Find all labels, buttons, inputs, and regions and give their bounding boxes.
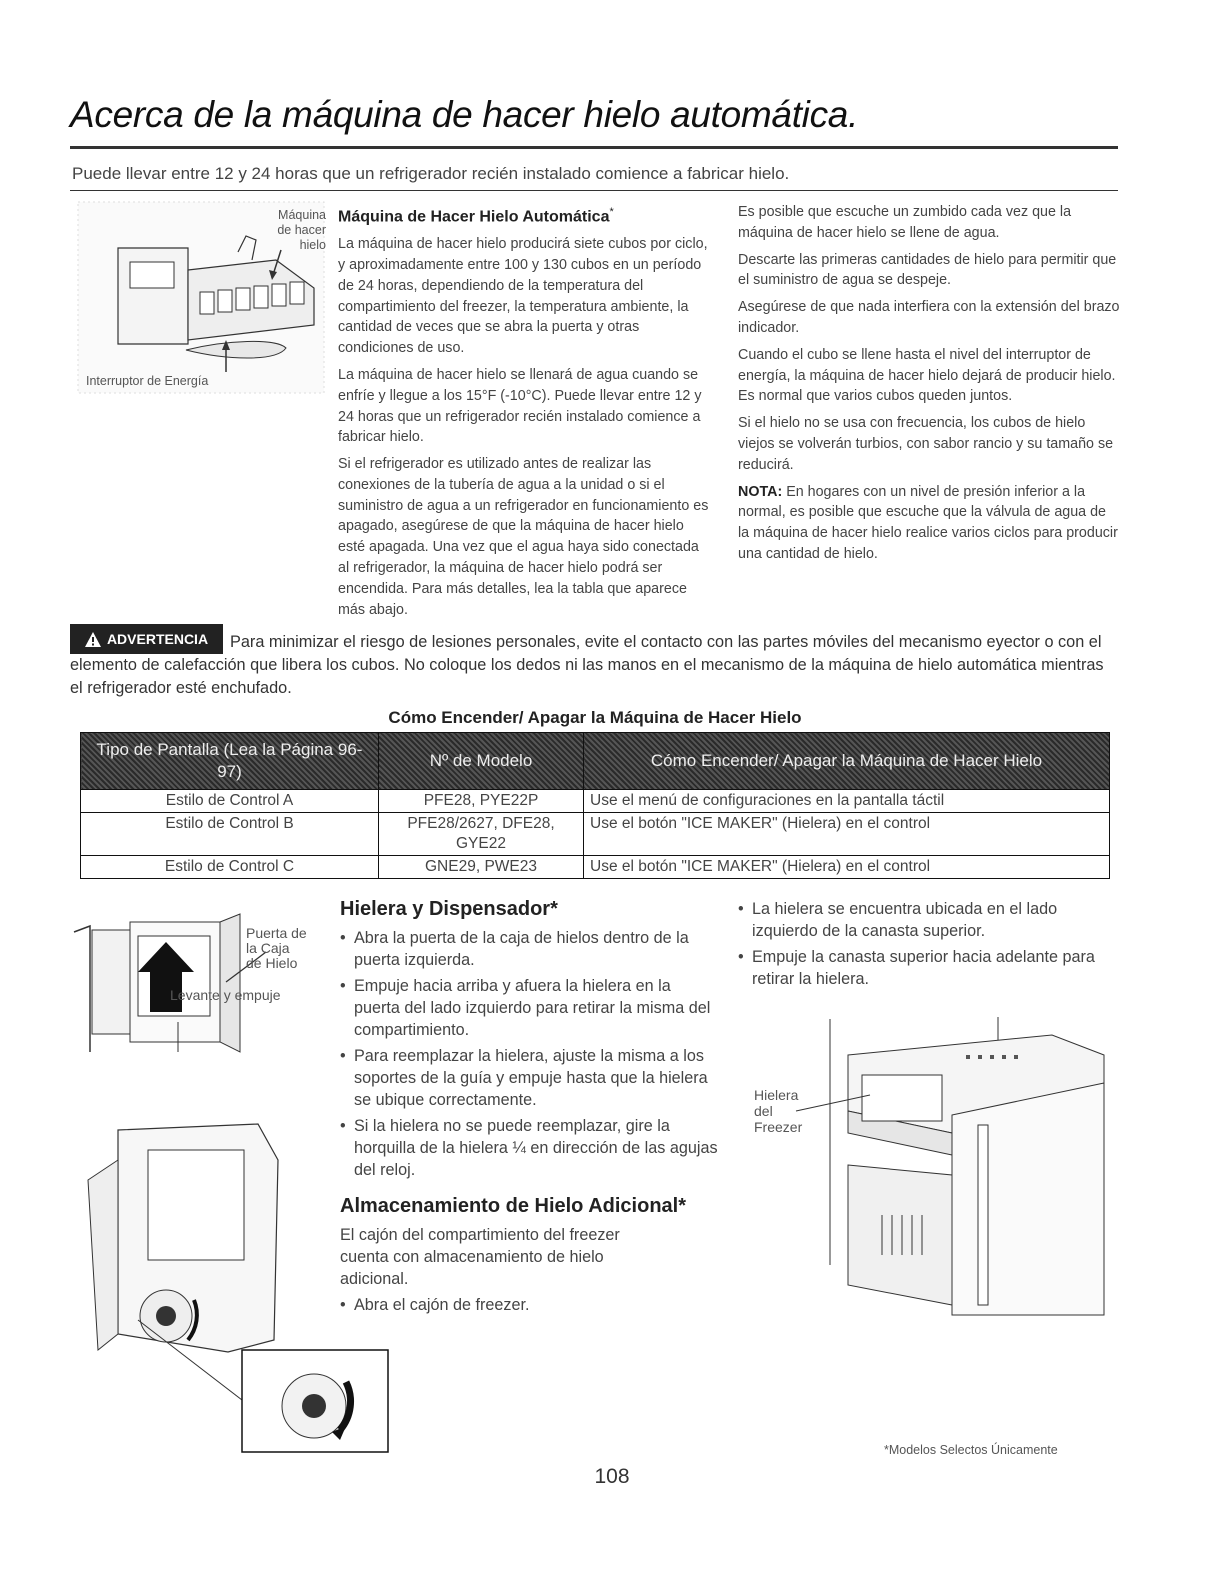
table-header: Tipo de Pantalla (Lea la Página 96-97) bbox=[81, 733, 379, 790]
freezer-drawer-figure bbox=[752, 1015, 1120, 1320]
paragraph: Si el hielo no se usa con frecuencia, los cubos de hielo viejos se volverán turbios, con sabor rancio y su tamaño se reducirá. bbox=[738, 415, 1114, 473]
table-header: Cómo Encender/ Apagar la Máquina de Hacer Hielo bbox=[584, 733, 1110, 790]
table-cell: Estilo de Control C bbox=[81, 856, 379, 879]
ice-maker-figure bbox=[76, 200, 326, 395]
paragraph: Descarte las primeras cantidades de hielo para permitir que el suministro de agua se despeje. bbox=[738, 251, 1117, 289]
ice-bin-section bbox=[340, 898, 720, 1320]
page-number: 108 bbox=[594, 1465, 630, 1488]
list-item: • Empuje la canasta superior hacia adelante para retirar la hielera. bbox=[738, 946, 1120, 990]
table-cell: GNE29, PWE23 bbox=[379, 856, 584, 879]
freezer-bin-steps bbox=[738, 898, 1120, 990]
table-header-row bbox=[81, 733, 1110, 790]
ice-bin-door-figure bbox=[70, 912, 330, 1062]
extra-storage-text: El cajón del compartimiento del freezer cuenta con almacenamiento de hielo adicional. bbox=[340, 1226, 620, 1288]
warning-text: Para minimizar el riesgo de lesiones personales, evite el contacto con las partes móviles del mecanismo eyector o con el elemento de calefacción que libera los cubos. No coloque los dedos ni las manos en el mecanismo de la máquina de hielo automática mientras el refrigerador esté enchufado. bbox=[70, 633, 1104, 697]
table-cell: Use el botón "ICE MAKER" (Hielera) en el control bbox=[584, 856, 1110, 879]
footnote: *Modelos Selectos Únicamente bbox=[884, 1443, 1058, 1457]
table-cell: Estilo de Control A bbox=[81, 790, 379, 813]
intro-rule bbox=[70, 190, 1118, 191]
paragraph: Es posible que escuche un zumbido cada vez que la máquina de hacer hielo se llene de agua. bbox=[738, 204, 1072, 241]
freezer-drawer-illustration bbox=[752, 1015, 1120, 1320]
table-cell: Estilo de Control B bbox=[81, 813, 379, 856]
table-header: Nº de Modelo bbox=[379, 733, 584, 790]
page-title: Acerca de la máquina de hacer hielo automática. bbox=[70, 94, 859, 135]
intro-text: Puede llevar entre 12 y 24 horas que un refrigerador recién instalado comience a fabricar hielo. bbox=[72, 164, 790, 183]
paragraph: La máquina de hacer hielo se llenará de agua cuando se enfríe y llegue a los 15°F (-10°C). Puede llevar entre 12 y 24 horas que un refrigerador recién instalado comience a fabricar hielo. bbox=[338, 366, 702, 446]
list-item: • La hielera se encuentra ubicada en el lado izquierdo de la canasta superior. bbox=[738, 898, 1120, 942]
table-row bbox=[81, 856, 1110, 879]
extra-storage-heading: Almacenamiento de Hielo Adicional* bbox=[340, 1195, 687, 1217]
freezer-bin-section bbox=[738, 898, 1120, 994]
list-item: • Abra el cajón de freezer. bbox=[340, 1294, 720, 1316]
table-cell: Use el menú de configuraciones en la pantalla táctil bbox=[584, 790, 1110, 813]
paragraph: Asegúrese de que nada interfiera con la extensión del brazo indicador. bbox=[738, 299, 1120, 336]
table-title: Cómo Encender/ Apagar la Máquina de Hacer Hielo bbox=[388, 708, 802, 727]
paragraph: La máquina de hacer hielo producirá siete cubos por ciclo, y aproximadamente entre 100 y 130 cubos en un período de 24 horas, dependiendo de la temperatura del compartimiento del freezer, la temperatura ambiente, la cantidad de veces que se abra la puerta y otras condiciones de uso. bbox=[338, 236, 708, 357]
auto-ice-maker-heading: Máquina de Hacer Hielo Automática* bbox=[338, 206, 614, 226]
ice-maker-label: Máquina de hacer hielo bbox=[277, 208, 326, 252]
warning-badge: ADVERTENCIA bbox=[70, 624, 223, 654]
table-cell: PFE28/2627, DFE28, GYE22 bbox=[379, 813, 584, 856]
list-item: • Para reemplazar la hielera, ajuste la misma a los soportes de la guía y empuje hasta que la hielera se ubique correctamente. bbox=[340, 1045, 720, 1111]
extra-storage-steps bbox=[340, 1294, 720, 1316]
list-item: • Abra la puerta de la caja de hielos dentro de la puerta izquierda. bbox=[340, 927, 720, 971]
table-cell: Use el botón "ICE MAKER" (Hielera) en el control bbox=[584, 813, 1110, 856]
table-row bbox=[81, 790, 1110, 813]
title-rule bbox=[70, 146, 1118, 149]
paragraph: Cuando el cubo se llene hasta el nivel del interruptor de energía, la máquina de hacer hielo dejará de producir hielo. Es normal que varios cubos queden juntos. bbox=[738, 346, 1116, 405]
ice-bin-heading: Hielera y Dispensador* bbox=[340, 898, 558, 920]
table-cell: PFE28, PYE22P bbox=[379, 790, 584, 813]
list-item: • Empuje hacia arriba y afuera la hielera en la puerta del lado izquierdo para retirar la misma del compartimiento. bbox=[340, 975, 720, 1041]
freezer-bin-label: Hielera del Freezer bbox=[754, 1087, 803, 1135]
power-switch-label: Interruptor de Energía bbox=[86, 374, 209, 388]
ice-bin-door-label: Puerta de la Caja de Hielo bbox=[246, 925, 307, 971]
table-row bbox=[81, 813, 1110, 856]
control-table bbox=[80, 732, 1110, 879]
lift-push-label: Levante y empuje bbox=[170, 987, 281, 1003]
note: NOTA: En hogares con un nivel de presión inferior a la normal, es posible que escuche que la válvula de agua de la máquina de hacer hielo realice varios ciclos para producir una cantidad de hielo. bbox=[738, 483, 1118, 562]
auto-ice-maker-notes bbox=[738, 202, 1120, 571]
paragraph: Si el refrigerador es utilizado antes de realizar las conexiones de la tubería de agua a la unidad o si el suministro de agua a un refrigerador en funcionamiento es apagado, asegúrese de que la máquina de hacer hielo esté apagada. Una vez que el agua haya sido conectada al refrigerador, la máquina de hacer hielo podrá ser encendida. Para más detalles, lea la tabla que aparece más abajo. bbox=[338, 456, 709, 618]
list-item: • Si la hielera no se puede reemplazar, gire la horquilla de la hielera ¼ en dirección de las agujas del reloj. bbox=[340, 1115, 720, 1181]
auto-ice-maker-section bbox=[338, 202, 710, 626]
ice-bin-steps bbox=[340, 927, 720, 1181]
